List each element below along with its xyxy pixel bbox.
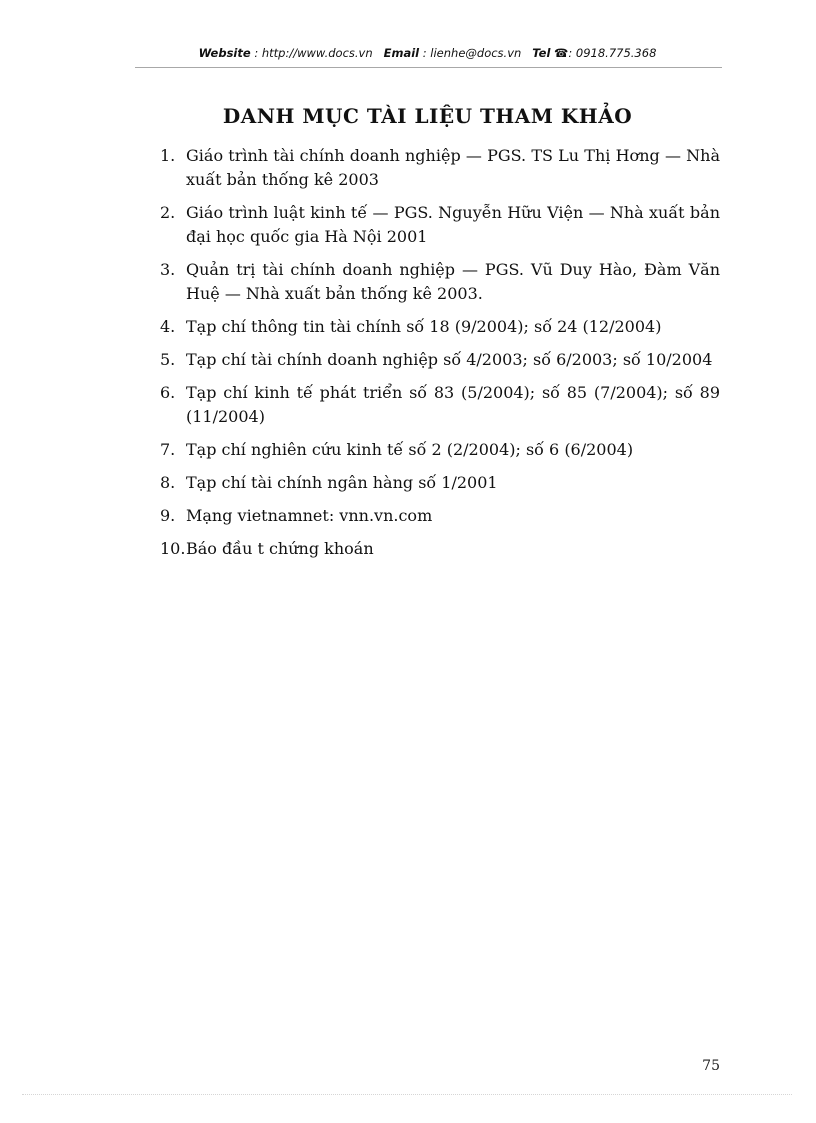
website-value: : http://www.docs.vn	[254, 46, 373, 60]
item-text: Quản trị tài chính doanh nghiệp — PGS. Vũ Duy Hào, Đàm Văn Huệ — Nhà xuất bản thống kê 2003.	[186, 260, 720, 303]
item-number: 8.	[160, 473, 176, 492]
item-text: Mạng vietnamnet: vnn.vn.com	[186, 506, 433, 525]
tel-label: Tel	[532, 46, 551, 60]
item-text: Tạp chí tài chính doanh nghiệp số 4/2003; số 6/2003; số 10/2004	[186, 350, 713, 369]
item-text: Báo đầu t chứng khoán	[186, 539, 374, 558]
item-number: 9.	[160, 506, 176, 525]
header-divider	[135, 67, 722, 68]
page-number: 75	[702, 1058, 720, 1074]
item-number: 7.	[160, 440, 176, 459]
item-text: Tạp chí kinh tế phát triển số 83 (5/2004); số 85 (7/2004); số 89 (11/2004)	[186, 383, 720, 426]
list-item	[160, 144, 720, 192]
item-number: 1.	[160, 146, 176, 165]
list-item	[160, 537, 720, 561]
list-item	[160, 381, 720, 429]
list-item	[160, 438, 720, 462]
item-number: 10.	[160, 539, 186, 558]
list-item	[160, 315, 720, 339]
email-label: Email	[383, 46, 420, 60]
list-item	[160, 201, 720, 249]
tel-value: : 0918.775.368	[568, 46, 657, 60]
item-number: 5.	[160, 350, 176, 369]
reference-list	[160, 144, 720, 570]
page-title: DANH MỤC TÀI LIỆU THAM KHẢO	[222, 104, 633, 128]
item-text: Giáo trình tài chính doanh nghiệp — PGS. TS Lu Thị Hơng — Nhà xuất bản thống kê 2003	[186, 146, 720, 189]
page-header	[135, 46, 720, 66]
item-number: 2.	[160, 203, 176, 222]
website-label: Website	[198, 46, 251, 60]
phone-icon: ☎	[554, 46, 569, 60]
item-text: Tạp chí nghiên cứu kinh tế số 2 (2/2004); số 6 (6/2004)	[186, 440, 634, 459]
list-item	[160, 471, 720, 495]
item-number: 3.	[160, 260, 176, 279]
item-text: Tạp chí tài chính ngân hàng số 1/2001	[186, 473, 498, 492]
list-item	[160, 348, 720, 372]
item-number: 4.	[160, 317, 176, 336]
email-value: : lienhe@docs.vn	[422, 46, 522, 60]
list-item	[160, 258, 720, 306]
item-text: Tạp chí thông tin tài chính số 18 (9/2004); số 24 (12/2004)	[186, 317, 662, 336]
list-item	[160, 504, 720, 528]
item-number: 6.	[160, 383, 176, 402]
footer-divider	[22, 1094, 792, 1095]
item-text: Giáo trình luật kinh tế — PGS. Nguyễn Hữu Viện — Nhà xuất bản đại học quốc gia Hà Nội 2001	[186, 203, 720, 246]
